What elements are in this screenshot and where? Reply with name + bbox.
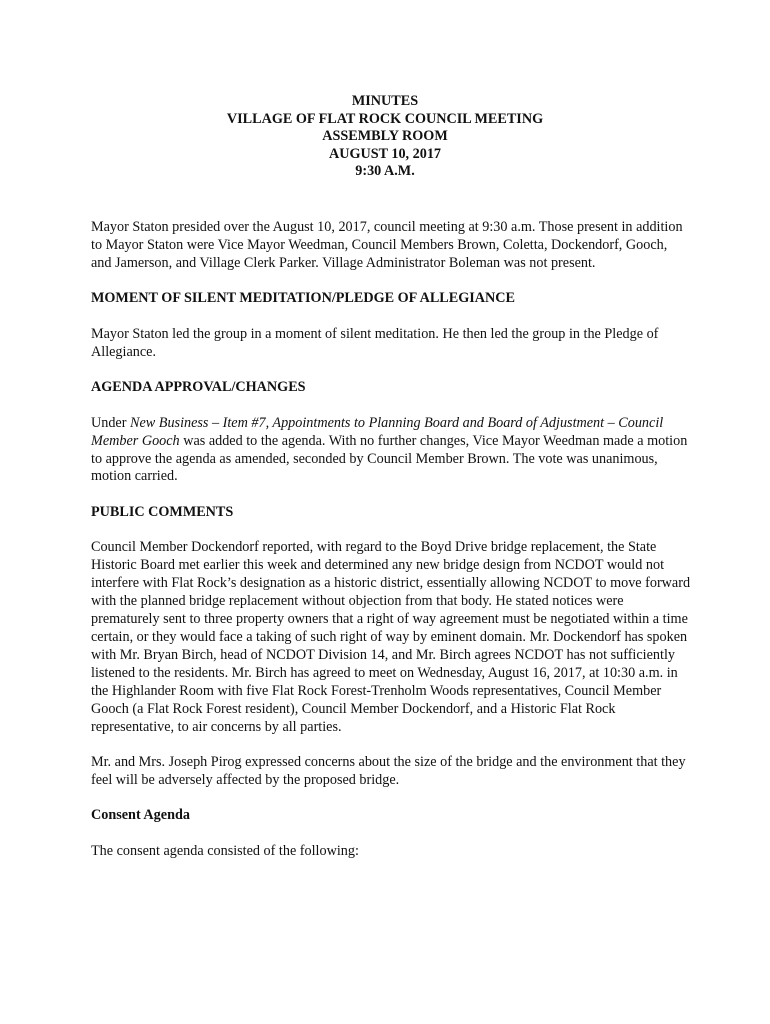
document-body (91, 219, 691, 861)
header-date: AUGUST 10, 2017 (328, 145, 442, 162)
meditation-paragraph: Mayor Staton led the group in a moment of silent meditation. He then led the group in the Pledge of Allegiance. (91, 325, 659, 360)
meditation-heading: MOMENT OF SILENT MEDITATION/PLEDGE OF ALLEGIANCE (91, 290, 515, 307)
agenda-text-pre: Under (91, 414, 131, 431)
header-location: ASSEMBLY ROOM (322, 128, 448, 145)
header-time: 9:30 A.M. (355, 163, 415, 180)
public-comments-paragraph-2: Mr. and Mrs. Joseph Pirog expressed concerns about the size of the bridge and the environment that they feel will be adversely affected by the proposed bridge. (91, 754, 686, 788)
header-minutes: MINUTES (351, 93, 419, 109)
document-header (0, 93, 770, 181)
agenda-paragraph (91, 415, 691, 487)
public-comments-heading: PUBLIC COMMENTS (91, 503, 234, 520)
agenda-heading: AGENDA APPROVAL/CHANGES (91, 379, 306, 396)
consent-agenda-paragraph: The consent agenda consisted of the following: (91, 842, 359, 859)
public-comments-paragraph-1: Council Member Dockendorf reported, with regard to the Boyd Drive bridge replacement, the State Historic Board met earlier this week and determined any new bridge design from NCDOT would not interfere with Flat Rock’s designation as a historic district, essentially allowing NCDOT to move forward with the planned bridge replacement without objection from that body. He stated notices were prematurely sent to three property owners that a right of way agreement must be negotiated within a time certain, or they would face a taking of such right of way by eminent domain. Mr. Dockendorf has spoken with Mr. Bryan Birch, head of NCDOT Division 14, and Mr. Birch agrees NCDOT has not sufficiently listened to the residents. Mr. Birch has agreed to meet on Wednesday, August 16, 2017, at 10:30 a.m. in the Highlander Room with five Flat Rock Forest-Trenholm Woods representatives, Council Member Gooch (a Flat Rock Forest resident), Council Member Dockendorf, and a Historic Flat Rock representative, to air concerns by all parties. (91, 539, 691, 735)
header-meeting-name: VILLAGE OF FLAT ROCK COUNCIL MEETING (226, 110, 544, 127)
agenda-text-post: was added to the agenda. With no further changes, Vice Mayor Weedman made a motion to approve the agenda as amended, seconded by Council Member Brown. The vote was unanimous, motion carried. (91, 432, 688, 485)
intro-paragraph: Mayor Staton presided over the August 10, 2017, council meeting at 9:30 a.m. Those present in addition to Mayor Staton were Vice Mayor Weedman, Council Members Brown, Coletta, Dockendorf, Gooch, and Jamerson, and Village Clerk Parker. Village Administrator Boleman was not present. (91, 219, 683, 271)
consent-agenda-heading: Consent Agenda (91, 807, 190, 824)
agenda-item-title: New Business – Item #7, Appointments to Planning Board and Board of Adjustment – Council Member Gooch (91, 414, 664, 449)
